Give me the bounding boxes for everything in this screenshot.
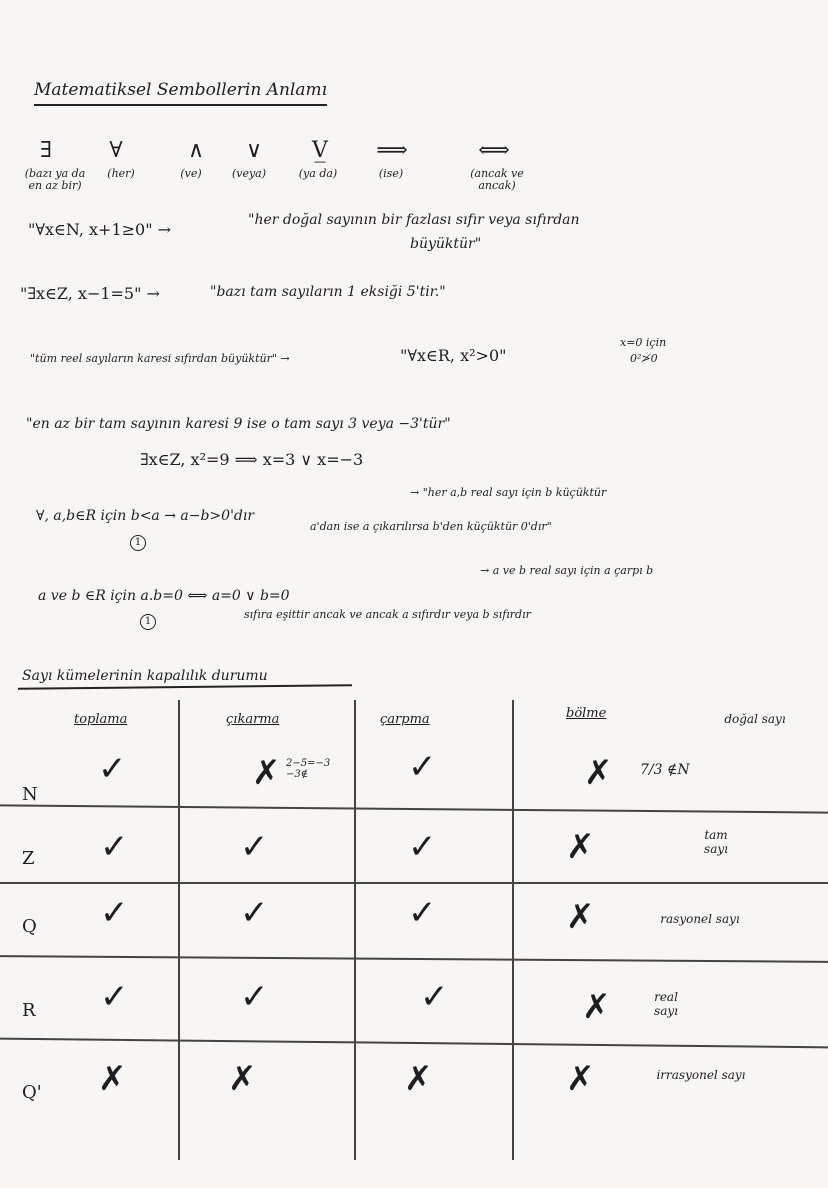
column-header: çıkarma: [226, 712, 280, 727]
cell-note: 7/3 ∉N: [640, 762, 690, 778]
symbol-exists: ∃: [40, 138, 52, 163]
column-header: çarpma: [380, 712, 430, 727]
column-header: bölme: [566, 706, 607, 721]
check-icon: ✓: [420, 977, 449, 1017]
rule-formula: ∀, a,b∈R için b<a → a−b>0'dır: [36, 508, 255, 524]
rule-number: 1: [140, 614, 156, 630]
check-icon: ✓: [408, 827, 437, 867]
symbol-meaning: (ya da): [298, 167, 338, 180]
cross-icon: ✗: [228, 1059, 257, 1099]
symbol-forall: ∀: [109, 138, 123, 163]
row-set-label: N: [22, 784, 38, 805]
symbol-implies: ⟹: [376, 138, 408, 163]
example-text: "bazı tam sayıların 1 eksiği 5'tir.": [210, 284, 446, 300]
symbol-meaning: (ise): [378, 167, 404, 180]
symbol-or: ∨: [245, 138, 263, 163]
section-title: Sayı kümelerinin kapalılık durumu: [22, 668, 268, 684]
set-name: tam sayı: [704, 828, 728, 856]
set-name: real sayı: [654, 990, 678, 1018]
example-formula: ∃x∈Z, x²=9 ⟹ x=3 ∨ x=−3: [140, 450, 364, 469]
example-note: x=0 için: [620, 336, 667, 349]
cross-icon: ✗: [566, 897, 595, 937]
table-divider: [512, 700, 514, 1160]
cell-note: 2−5=−3 −3∉: [286, 758, 331, 780]
set-name: rasyonel sayı: [660, 912, 740, 926]
table-divider: [0, 1038, 828, 1048]
table-divider: [0, 955, 828, 962]
table-divider: [354, 700, 356, 1160]
symbol-meaning: (ve): [180, 167, 202, 180]
symbol-meaning: (bazı ya da en az bir): [24, 167, 86, 192]
check-icon: ✓: [240, 893, 269, 933]
check-icon: ✓: [408, 893, 437, 933]
check-icon: ✓: [100, 893, 129, 933]
example-formula: "∀x∈N, x+1≥0" →: [28, 220, 172, 239]
check-icon: ✓: [408, 747, 437, 787]
check-icon: ✓: [240, 977, 269, 1017]
check-icon: ✓: [240, 827, 269, 867]
rule-explanation: a'dan ise a çıkarılırsa b'den küçüktür 0'dır": [310, 520, 552, 533]
example-text: "en az bir tam sayının karesi 9 ise o tam sayı 3 veya −3'tür": [26, 416, 451, 432]
set-name: doğal sayı: [724, 712, 786, 726]
cross-icon: ✗: [582, 987, 611, 1027]
set-name: irrasyonel sayı: [656, 1068, 746, 1082]
rule-number: 1: [130, 535, 146, 551]
table-divider: [178, 700, 180, 1160]
rule-explanation: → "her a,b real sayı için b küçüktür: [410, 486, 607, 499]
column-header: toplama: [74, 712, 128, 727]
check-icon: ✓: [100, 827, 129, 867]
cross-icon: ✗: [98, 1059, 127, 1099]
symbol-xor: V̲: [312, 138, 328, 163]
cross-icon: ✗: [252, 753, 281, 793]
symbol-and: ∧: [187, 138, 205, 163]
cross-icon: ✗: [404, 1059, 433, 1099]
rule-explanation: → a ve b real sayı için a çarpı b: [480, 564, 654, 577]
symbol-meaning: (ancak ve ancak): [470, 167, 524, 192]
symbol-iff: ⟺: [478, 138, 510, 163]
cross-icon: ✗: [584, 753, 613, 793]
check-icon: ✓: [100, 977, 129, 1017]
example-text: büyüktür": [410, 236, 482, 252]
symbol-meaning: (veya): [231, 167, 267, 180]
rule-formula: a ve b ∈R için a.b=0 ⟺ a=0 ∨ b=0: [38, 588, 290, 604]
divider: [18, 684, 352, 689]
row-set-label: Q: [22, 916, 37, 937]
cross-icon: ✗: [566, 1059, 595, 1099]
example-formula: "∀x∈R, x²>0": [400, 346, 507, 365]
example-text: "her doğal sayının bir fazlası sıfır veya sıfırdan: [248, 212, 580, 228]
row-set-label: R: [22, 1000, 36, 1021]
row-set-label: Q': [22, 1082, 42, 1103]
example-note: 0²≯0: [630, 352, 658, 365]
symbol-meaning: (her): [107, 167, 135, 180]
example-formula: "∃x∈Z, x−1=5" →: [20, 284, 160, 303]
rule-explanation: sıfıra eşittir ancak ve ancak a sıfırdır veya b sıfırdır: [244, 608, 531, 621]
page-title: Matematiksel Sembollerin Anlamı: [34, 80, 327, 106]
table-divider: [0, 804, 828, 813]
cross-icon: ✗: [566, 827, 595, 867]
table-divider: [0, 882, 828, 884]
row-set-label: Z: [22, 848, 35, 869]
example-text: "tüm reel sayıların karesi sıfırdan büyüktür" →: [30, 352, 290, 365]
check-icon: ✓: [98, 749, 127, 789]
